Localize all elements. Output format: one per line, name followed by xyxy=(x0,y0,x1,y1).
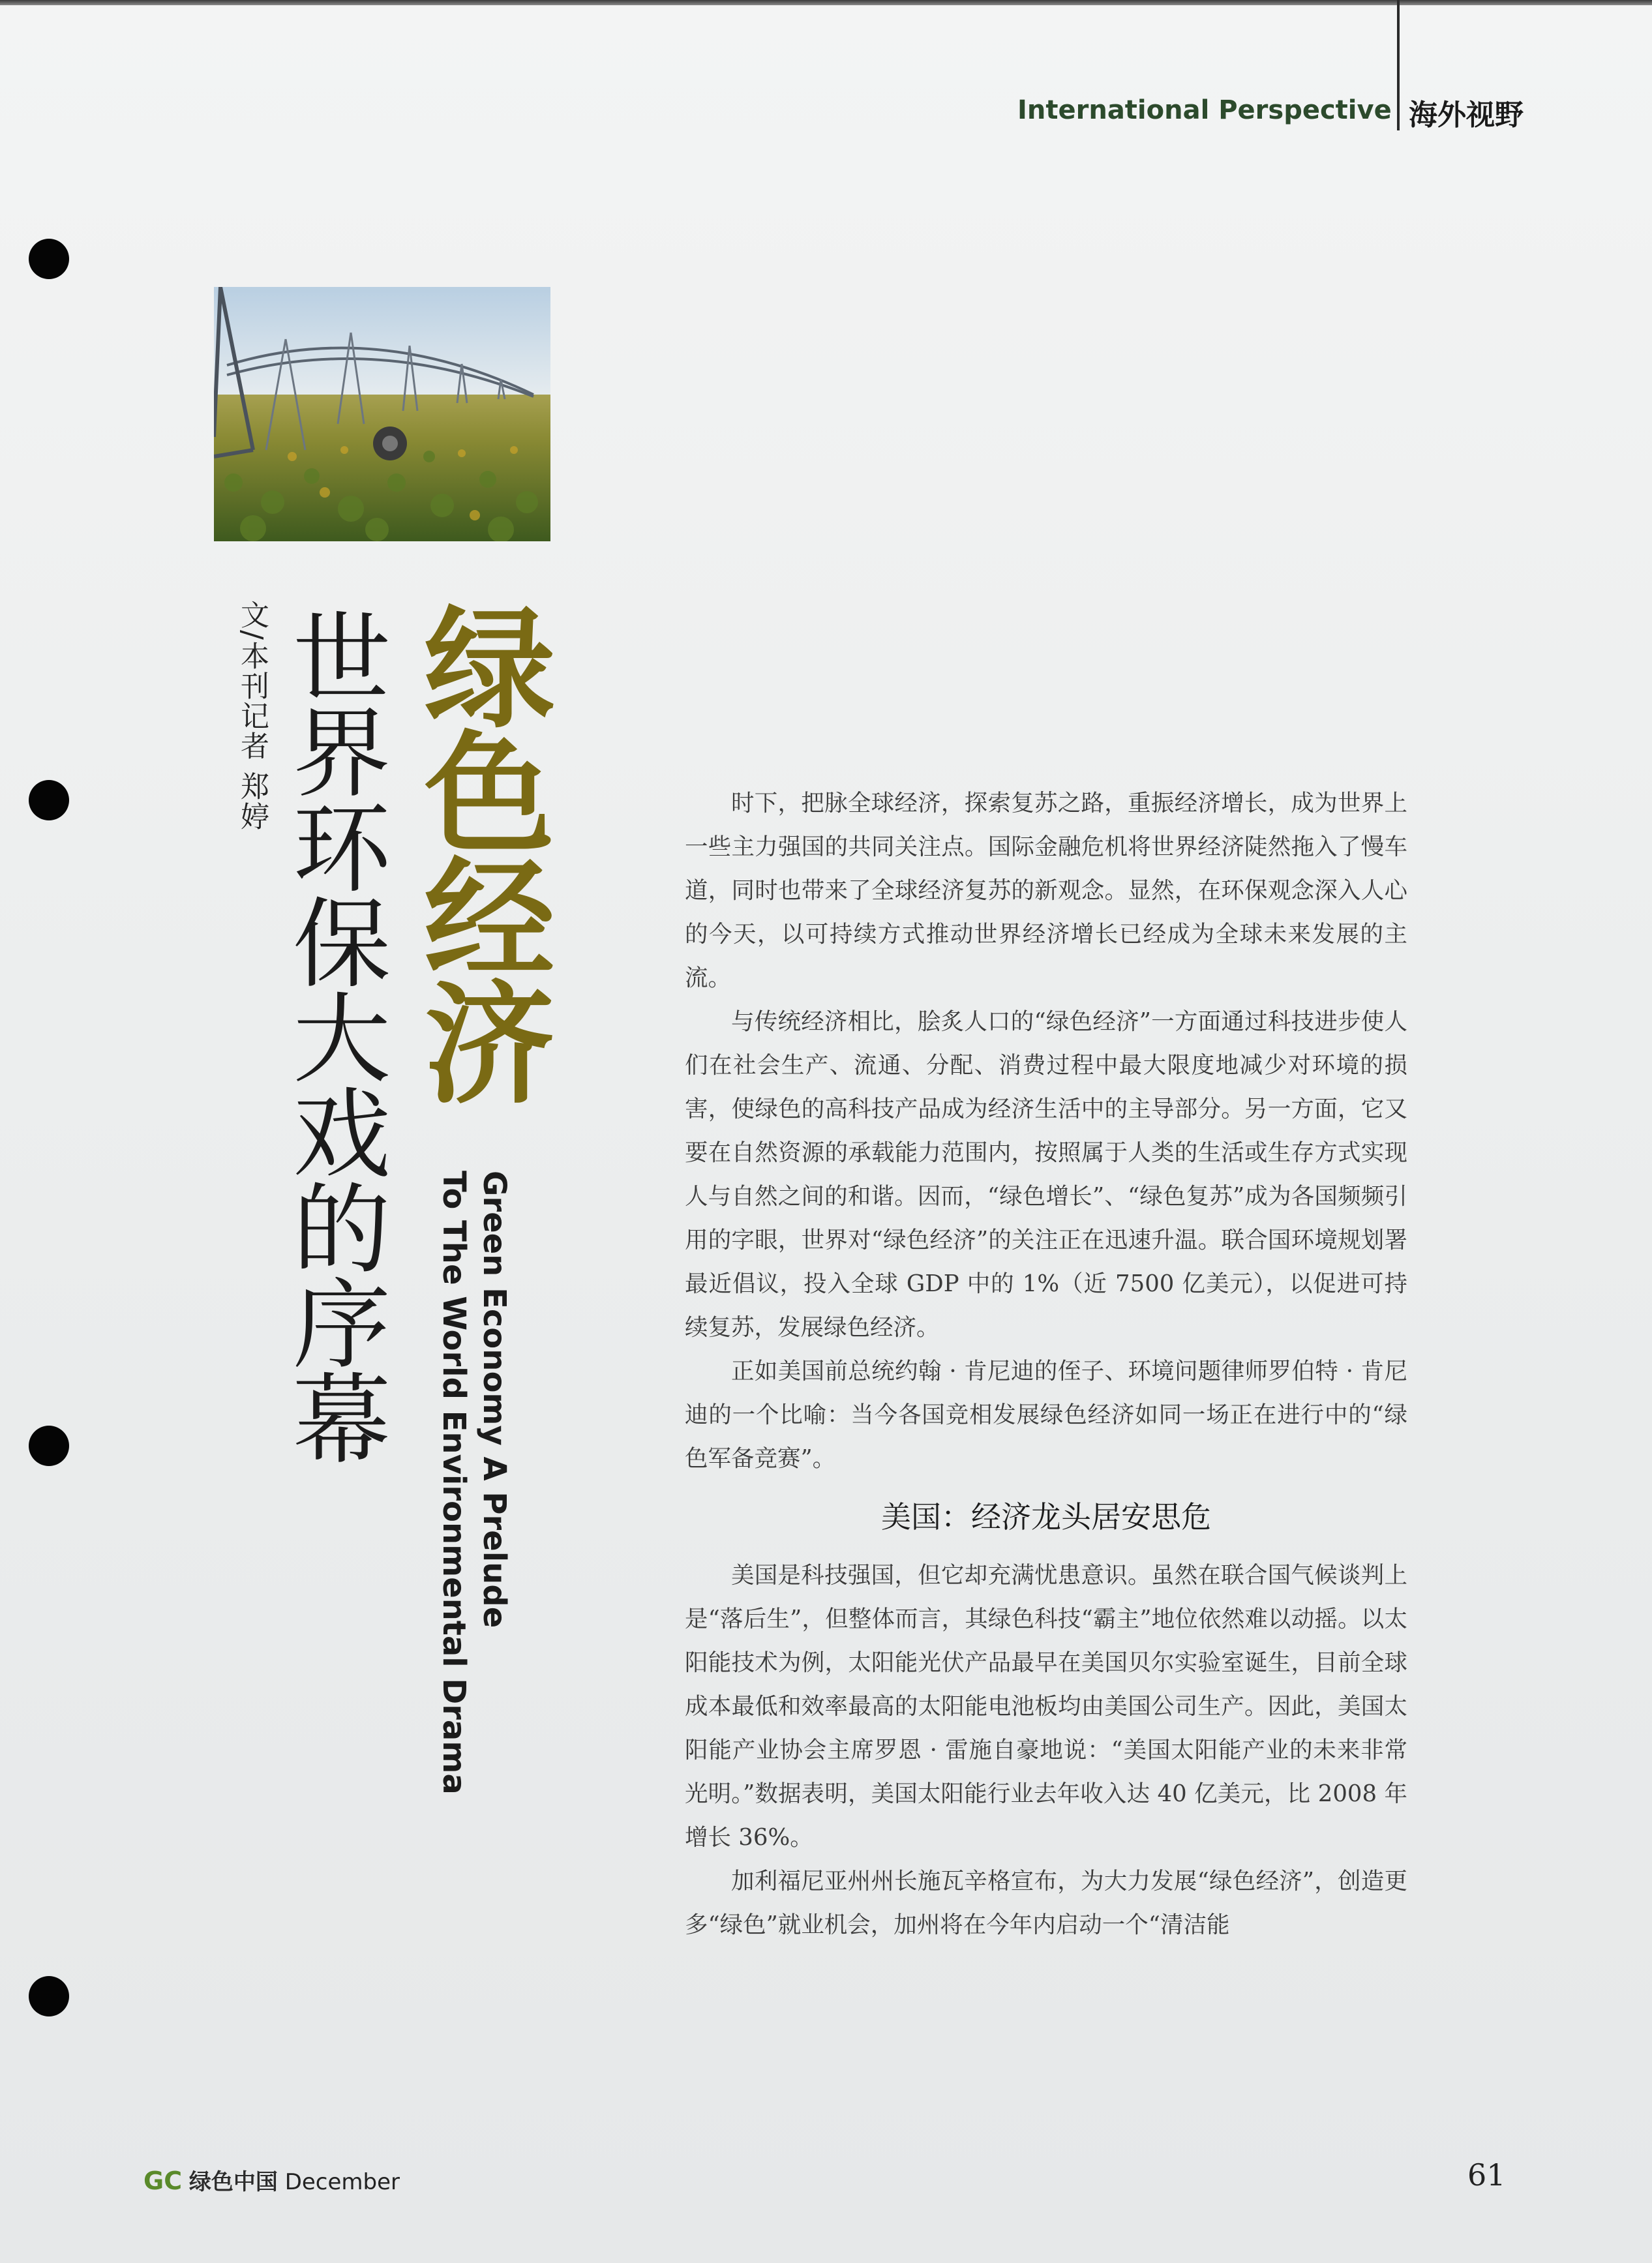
english-title-line-2: To The World Environmental Drama xyxy=(436,1171,472,1795)
issue-month: December xyxy=(284,2169,400,2195)
section-title-en: International Perspective xyxy=(1017,95,1392,125)
binder-hole xyxy=(29,780,69,820)
binder-hole xyxy=(29,1426,69,1466)
section-subheading: 美国：经济龙头居安思危 xyxy=(881,1499,1211,1535)
page-number: 61 xyxy=(1467,2157,1506,2193)
photo-illustration xyxy=(214,287,550,541)
magazine-name: 绿色中国 xyxy=(188,2169,278,2195)
english-title xyxy=(434,1171,515,1795)
paragraph: 美国是科技强国，但它却充满忧患意识。虽然在联合国气候谈判上是“落后生”，但整体而言，其绿色科技“霸主”地位依然难以动摇。以太阳能技术为例，太阳能光伏产品最早在美国贝尔实验室诞生，目前全球成本最低和效率最高的太阳能电池板均由美国公司生产。因此，美国太阳能产业协会主席罗恩 · 雷施自豪地说：“美国太阳能产业的未来非常光明。”数据表明，美国太阳能行业去年收入达 40 亿美元，比 2008 年增长 36%。 xyxy=(685,1562,1407,1851)
article-subtitle: 世界环保大戏的序幕 xyxy=(276,607,389,1463)
footer-masthead xyxy=(143,2164,400,2196)
top-edge xyxy=(0,0,1652,5)
paragraph: 正如美国前总统约翰 · 肯尼迪的侄子、环境问题律师罗伯特 · 肯尼迪的一个比喻：当今各国竞相发展绿色经济如同一场正在进行中的“绿色军备竞赛”。 xyxy=(685,1358,1407,1472)
binder-hole xyxy=(29,1976,69,2016)
paragraph: 加利福尼亚州州长施瓦辛格宣布，为大力发展“绿色经济”，创造更多“绿色”就业机会，加州将在今年内启动一个“清洁能 xyxy=(685,1868,1407,1938)
article-body xyxy=(685,781,1407,1947)
byline: 文/本刊记者 郑婷 xyxy=(235,600,269,832)
article-title: 绿色经济 xyxy=(402,600,554,1101)
english-title-line-1: Green Economy A Prelude xyxy=(476,1171,513,1628)
binder-hole xyxy=(29,239,69,279)
section-title-cn: 海外视野 xyxy=(1409,98,1524,132)
paragraph: 与传统经济相比，脍炙人口的“绿色经济”一方面通过科技进步使人们在社会生产、流通、分配、消费过程中最大限度地减少对环境的损害，使绿色的高科技产品成为经济生活中的主导部分。另一方面，它又要在自然资源的承载能力范围内，按照属于人类的生活或生存方式实现人与自然之间的和谐。因而，“绿色增长”、“绿色复苏”成为各国频频引用的字眼，世界对“绿色经济”的关注正在迅速升温。联合国环境规划署最近倡议，投入全球 GDP 中的 1%（近 7500 亿美元），以促进可持续复苏，发展绿色经济。 xyxy=(685,1008,1407,1341)
paragraph: 时下，把脉全球经济，探索复苏之路，重振经济增长，成为世界上一些主力强国的共同关注点。国际金融危机将世界经济陡然拖入了慢车道，同时也带来了全球经济复苏的新观念。显然，在环保观念深入人心的今天，以可持续方式推动世界经济增长已经成为全球未来发展的主流。 xyxy=(685,790,1407,991)
gc-logo: GC xyxy=(143,2166,183,2195)
header-divider xyxy=(1397,0,1400,130)
irrigation-field-photo xyxy=(214,287,550,541)
